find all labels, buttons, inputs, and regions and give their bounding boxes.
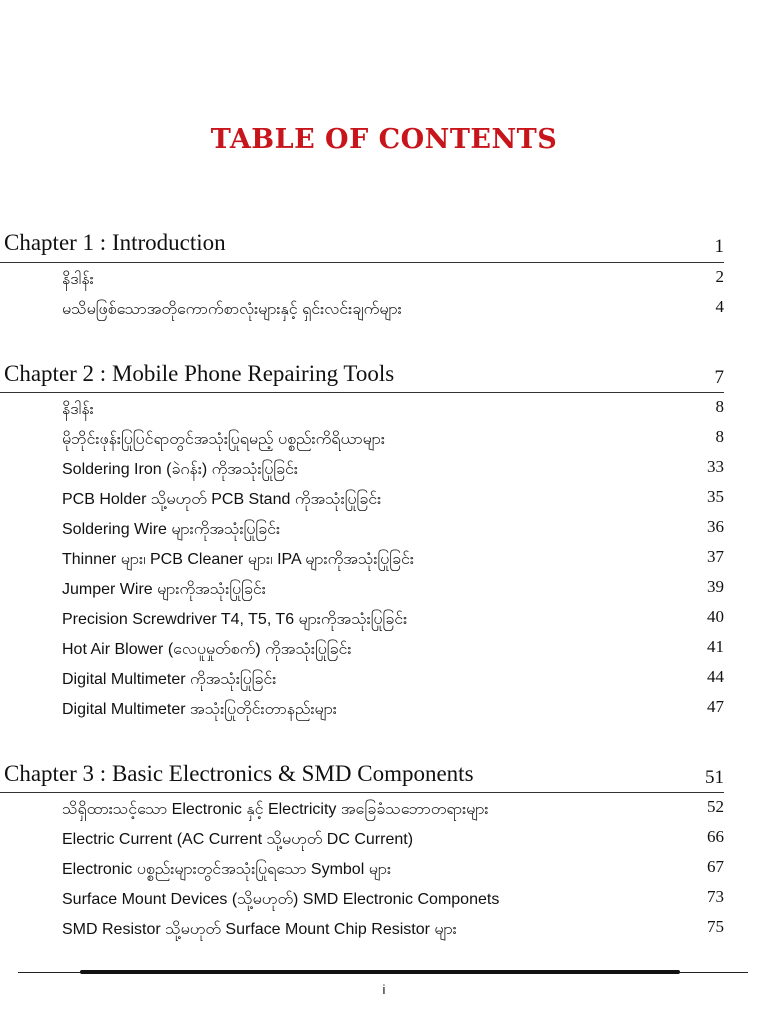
footer-rule-bold bbox=[80, 970, 680, 974]
entry-title: Digital Multimeter အသုံးပြုတိုင်းတာနည်းများ bbox=[62, 701, 337, 718]
entry-page: 41 bbox=[707, 637, 724, 656]
toc-entry[interactable] bbox=[62, 856, 724, 880]
toc-entry[interactable] bbox=[62, 916, 724, 940]
entry-title: SMD Resistor သို့မဟုတ် Surface Mount Chip Resistor များ bbox=[62, 921, 457, 938]
toc-entry[interactable] bbox=[62, 666, 724, 690]
page-number: i bbox=[382, 982, 386, 997]
entry-title: မသိမဖြစ်သောအတိုကောက်စာလုံးများနှင့် ရှင်းလင်းချက်များ bbox=[62, 301, 402, 318]
entry-page: 2 bbox=[715, 267, 724, 286]
entry-title: Surface Mount Devices (သို့မဟုတ်) SMD Electronic Componets bbox=[62, 891, 500, 908]
toc-entry[interactable] bbox=[62, 696, 724, 720]
chapter-title: Chapter 2 : Mobile Phone Repairing Tools bbox=[4, 361, 395, 386]
entry-page: 52 bbox=[707, 797, 724, 816]
entry-page: 75 bbox=[707, 917, 724, 936]
page-title: TABLE OF CONTENTS bbox=[210, 124, 558, 155]
entry-title: Thinner များ၊ PCB Cleaner များ၊ IPA များကိုအသုံးပြုခြင်း bbox=[62, 551, 414, 568]
toc-entry[interactable] bbox=[62, 606, 724, 630]
toc-entry[interactable] bbox=[62, 796, 724, 820]
toc-entry[interactable] bbox=[62, 516, 724, 540]
chapter-1-heading[interactable] bbox=[4, 228, 724, 258]
entry-page: 35 bbox=[707, 487, 724, 506]
entry-title: နိဒါန်း bbox=[62, 401, 94, 418]
entry-page: 39 bbox=[707, 577, 724, 596]
entry-title: မိုဘိုင်းဖုန်းပြုပြင်ရာတွင်အသုံးပြုရမည့် ပစ္စည်းကိရိယာများ bbox=[62, 431, 385, 448]
chapter-title: Chapter 3 : Basic Electronics & SMD Components bbox=[4, 761, 474, 786]
toc-entry[interactable] bbox=[62, 636, 724, 660]
entry-title: Soldering Iron (ခဲဂန်း) ကိုအသုံးပြုခြင်း bbox=[62, 461, 298, 478]
entry-title: Precision Screwdriver T4, T5, T6 များကိုအသုံးပြုခြင်း bbox=[62, 611, 408, 628]
entry-title: Digital Multimeter ကိုအသုံးပြုခြင်း bbox=[62, 671, 277, 688]
entry-title: Electronic ပစ္စည်းများတွင်အသုံးပြုရသော Symbol များ bbox=[62, 861, 391, 878]
entry-page: 44 bbox=[707, 667, 724, 686]
entry-page: 47 bbox=[707, 697, 724, 716]
chapter-page: 1 bbox=[714, 236, 724, 257]
toc-entry[interactable] bbox=[62, 576, 724, 600]
entry-page: 33 bbox=[707, 457, 724, 476]
chapter-divider bbox=[0, 392, 724, 393]
toc-entry[interactable] bbox=[62, 426, 724, 450]
chapter-2-heading[interactable] bbox=[4, 359, 724, 389]
entry-page: 40 bbox=[707, 607, 724, 626]
entry-title: Soldering Wire များကိုအသုံးပြုခြင်း bbox=[62, 521, 280, 538]
entry-title: Hot Air Blower (လေပူမှုတ်စက်) ကိုအသုံးပြုခြင်း bbox=[62, 641, 352, 658]
toc-entry[interactable] bbox=[62, 396, 724, 420]
entry-page: 8 bbox=[715, 427, 724, 446]
toc-entry[interactable] bbox=[62, 486, 724, 510]
entry-page: 66 bbox=[707, 827, 724, 846]
toc-entry[interactable] bbox=[62, 826, 724, 850]
chapter-divider bbox=[0, 792, 724, 793]
entry-page: 37 bbox=[707, 547, 724, 566]
entry-page: 4 bbox=[715, 297, 724, 316]
chapter-page: 51 bbox=[705, 767, 724, 788]
chapter-divider bbox=[0, 262, 724, 263]
entry-title: PCB Holder သို့မဟုတ် PCB Stand ကိုအသုံးပြုခြင်း bbox=[62, 491, 382, 508]
toc-entry[interactable] bbox=[62, 456, 724, 480]
entry-page: 73 bbox=[707, 887, 724, 906]
entry-title: Jumper Wire များကိုအသုံးပြုခြင်း bbox=[62, 581, 266, 598]
entry-title: နိဒါန်း bbox=[62, 271, 94, 288]
chapter-3-heading[interactable] bbox=[4, 759, 724, 789]
toc-entry[interactable] bbox=[62, 266, 724, 290]
toc-entry[interactable] bbox=[62, 886, 724, 910]
entry-page: 36 bbox=[707, 517, 724, 536]
toc-entry[interactable] bbox=[62, 296, 724, 320]
chapter-title: Chapter 1 : Introduction bbox=[4, 230, 226, 255]
entry-title: Electric Current (AC Current သို့မဟုတ် DC Current) bbox=[62, 831, 414, 848]
entry-page: 67 bbox=[707, 857, 724, 876]
entry-page: 8 bbox=[715, 397, 724, 416]
toc-entry[interactable] bbox=[62, 546, 724, 570]
chapter-page: 7 bbox=[714, 367, 724, 388]
entry-title: သိရှိထားသင့်သော Electronic နှင့် Electricity အခြေခံသဘောတရားများ bbox=[62, 801, 489, 818]
